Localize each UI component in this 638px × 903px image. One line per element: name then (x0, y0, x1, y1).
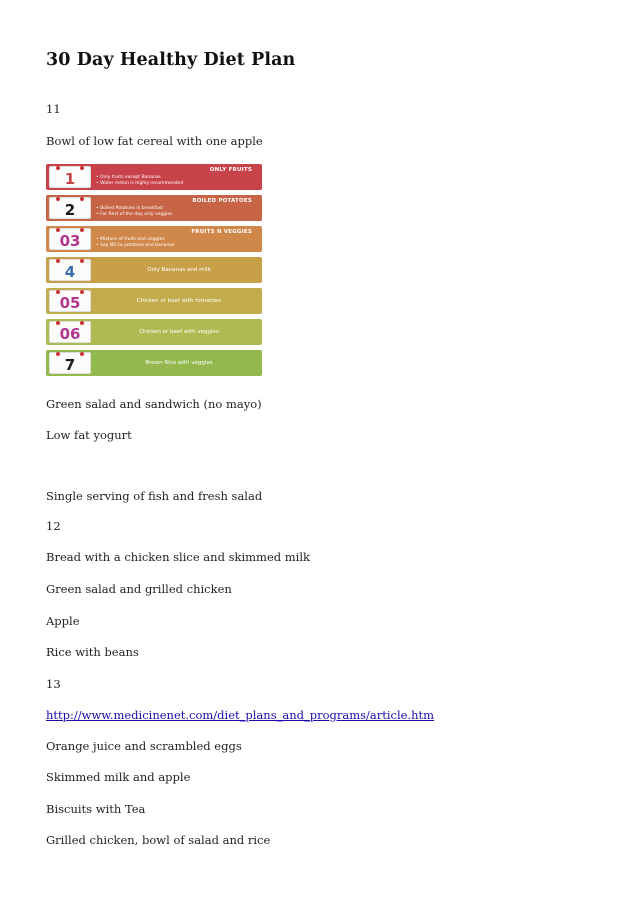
calendar-icon (49, 321, 91, 343)
calendar-icon (49, 228, 91, 250)
meal-line: Green salad and sandwich (no mayo) (46, 397, 262, 411)
meal-line: Apple (46, 614, 80, 628)
day-number-badge: 7 (64, 356, 76, 374)
day-number: 11 (46, 102, 61, 116)
meal-line: Bread with a chicken slice and skimmed milk (46, 550, 310, 564)
meal-line: Low fat yogurt (46, 428, 132, 442)
row-bullet: • Say NO to potatoes and bananas (96, 243, 175, 248)
meal-line: Biscuits with Tea (46, 802, 146, 816)
meal-line: Grilled chicken, bowl of salad and rice (46, 833, 271, 847)
row-text: Brown Rice with veggies (145, 360, 213, 366)
row-heading: FRUITS N VEGGIES (191, 229, 252, 235)
row-bullet: • Boiled Potatoes in breakfast (96, 206, 164, 211)
calendar-icon (49, 352, 91, 374)
meal-line: Skimmed milk and apple (46, 770, 191, 784)
day-number-badge: 03 (59, 232, 81, 250)
row-heading: ONLY FRUITS (209, 167, 252, 173)
meal-line: Bowl of low fat cereal with one apple (46, 134, 263, 148)
page-title: 30 Day Healthy Diet Plan (46, 50, 296, 70)
day-row (46, 164, 262, 190)
diet-infographic (46, 160, 262, 378)
day-number-badge: 1 (64, 170, 76, 188)
row-text: Chicken or beef with tomatoes (136, 298, 222, 304)
day-number-badge: 06 (59, 325, 81, 343)
source-link[interactable]: http://www.medicinenet.com/diet_plans_and_programs/article.htm (46, 708, 435, 722)
row-heading: BOILED POTATOES (192, 198, 252, 204)
row-bullet: • Only fruits except Bananas (96, 175, 161, 180)
row-bullet: • Water melon is highly recommended (96, 181, 184, 186)
calendar-icon (49, 290, 91, 312)
day-number-badge: 05 (59, 294, 81, 312)
row-bullet: • Mixture of fruits and veggies (96, 237, 165, 242)
day-row (46, 288, 262, 314)
row-bullet: • For Rest of the day only veggies (96, 212, 173, 217)
calendar-check-icon (49, 166, 91, 188)
day-number: 13 (46, 677, 61, 691)
meal-line: Orange juice and scrambled eggs (46, 739, 242, 753)
day-row (46, 195, 262, 221)
day-row (46, 226, 262, 252)
day-number: 12 (46, 519, 61, 533)
day-row (46, 319, 262, 345)
day-row (46, 350, 262, 376)
row-text: Chicken or beef with veggies (139, 329, 219, 335)
meal-line: Single serving of fish and fresh salad (46, 489, 263, 503)
calendar-icon (49, 197, 91, 219)
day-number-badge: 4 (64, 263, 76, 281)
day-row (46, 257, 262, 283)
calendar-icon (49, 259, 91, 281)
meal-line: Green salad and grilled chicken (46, 582, 232, 596)
meal-line: Rice with beans (46, 645, 139, 659)
day-number-badge: 2 (64, 201, 76, 219)
row-text: Only Bananas and milk (147, 267, 211, 273)
